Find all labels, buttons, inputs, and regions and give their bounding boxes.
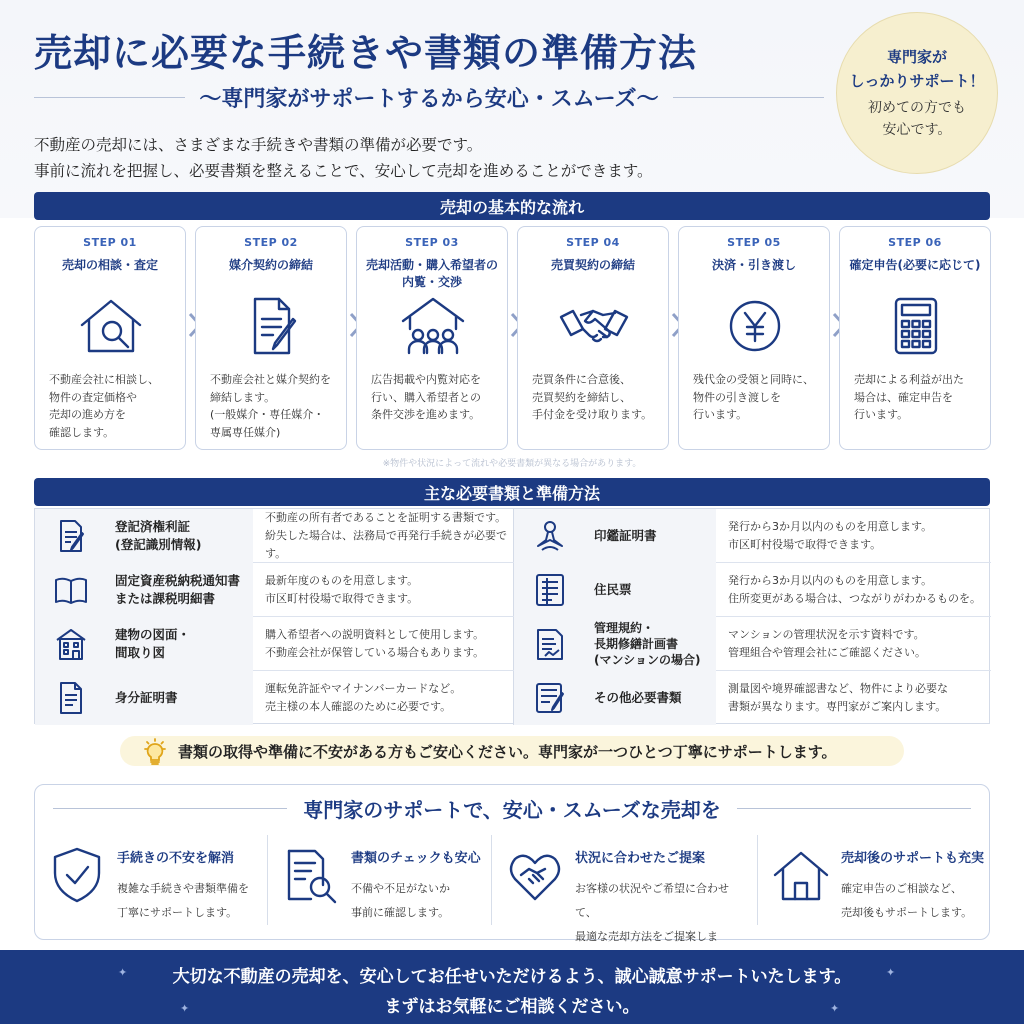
support-panel [34, 784, 990, 943]
document-name: 住民票 [586, 563, 716, 617]
step-description: 広告掲載や内覧対応を 行い、購入希望者との 条件交渉を進めます。 [371, 373, 481, 421]
step-description: 不動産会社に相談し、 物件の査定価格や 売却の進め方を 確認します。 [49, 373, 159, 439]
table-row [35, 563, 991, 617]
step-number: STEP 01 [83, 236, 137, 249]
step-description: 売却による利益が出た 場合は、確定申告を 行います。 [854, 373, 964, 421]
step-title: 媒介契約の締結 [228, 258, 313, 272]
footer-line1: 大切な不動産の売却を、安心してお任せいただけるよう、誠心誠意サポートいたします。 [172, 967, 852, 987]
document-name: 建物の図面・ 間取り図 [107, 617, 253, 671]
flow-heading: 売却の基本的な流れ [34, 192, 990, 220]
table-row [35, 671, 991, 725]
seal-stamp-icon [514, 509, 586, 563]
open-book-icon [35, 563, 107, 617]
table-row [35, 509, 991, 563]
step-number: STEP 02 [244, 236, 298, 249]
lightbulb-icon [142, 738, 168, 766]
management-doc-icon [514, 617, 586, 671]
badge-line3: 初めての方でも [868, 100, 966, 116]
step-card [34, 226, 186, 450]
resident-card-icon [514, 563, 586, 617]
id-document-icon [35, 671, 107, 725]
divider [491, 835, 492, 925]
step-number: STEP 03 [405, 236, 459, 249]
step-description: 不動産会社と媒介契約を 締結します。 (一般媒介・専任媒介・ 専属専任媒介) [210, 373, 331, 439]
step-number: STEP 06 [888, 236, 942, 249]
footer-banner [0, 950, 1024, 1024]
intro-line1: 不動産の売却には、さまざまな手続きや書類の準備が必要です。 [34, 136, 483, 154]
divider [673, 97, 824, 98]
intro-text [34, 132, 814, 184]
calculator-icon [881, 295, 951, 357]
support-heading: 専門家のサポートで、安心・スムーズな売却を [303, 797, 721, 822]
step-card [517, 226, 669, 450]
document-name: 登記済権利証 (登記識別情報) [107, 509, 253, 563]
step-number: STEP 04 [566, 236, 620, 249]
building-icon [35, 617, 107, 671]
documents-heading: 主な必要書類と準備方法 [34, 478, 990, 506]
document-description: 発行から3か月以内のものを用意します。 住所変更がある場合は、つながりがわかるものを。 [728, 574, 981, 605]
flow-steps [34, 226, 990, 452]
house-people-icon [398, 295, 468, 357]
tip-banner [120, 736, 904, 766]
page-subtitle: 〜専門家がサポートするから安心・スムーズ〜 [199, 86, 659, 112]
document-description: 最新年度のものを用意します。 市区町村役場で取得できます。 [265, 574, 419, 605]
document-description: 測量図や境界確認書など、物件により必要な 書類が異なります。専門家がご案内します。 [728, 682, 948, 713]
document-pen-icon [35, 509, 107, 563]
tip-text: 書類の取得や準備に不安がある方もご安心ください。専門家が一つひとつ丁寧にサポートします。 [178, 742, 837, 761]
feature-description: 複雑な手続きや書類準備を 丁寧にサポートします。 [117, 882, 249, 919]
sparkle-icon: ✦ [886, 966, 896, 979]
feature-title: 売却後のサポートも充実 [841, 851, 985, 866]
heart-handshake-icon [507, 845, 563, 905]
support-title-row [53, 793, 971, 823]
feature-description: 確定申告のご相談など、 売却後もサポートします。 [841, 882, 973, 919]
step-title: 売買契約の締結 [550, 258, 635, 272]
document-description: 運転免許証やマイナンバーカードなど。 売主様の本人確認のために必要です。 [265, 682, 462, 713]
support-feature [273, 837, 505, 929]
feature-title: 状況に合わせたご提案 [575, 851, 706, 866]
sparkle-icon: ✦ [180, 1002, 190, 1015]
step-title: 売却活動・購入希望者の 内覧・交渉 [365, 258, 498, 289]
sparkle-icon: ✦ [118, 966, 128, 979]
documents-table [34, 508, 990, 724]
document-description: 購入希望者への説明資料として使用します。 不動産会社が保管している場合もあります。 [265, 628, 485, 659]
divider [757, 835, 758, 925]
feature-description: 不備や不足がないか 事前に確認します。 [351, 882, 450, 919]
divider [267, 835, 268, 925]
yen-coin-icon [720, 295, 790, 357]
divider [737, 808, 971, 809]
contract-pen-icon [237, 295, 307, 357]
support-feature [39, 837, 271, 929]
intro-line2: 事前に流れを把握し、必要書類を整えることで、安心して売却を進めることができます。 [34, 162, 653, 180]
document-magnifier-icon [283, 845, 339, 905]
house-outline-icon [773, 845, 829, 905]
document-name: 固定資産税納税通知書 または課税明細書 [107, 563, 253, 617]
badge-line4: 安心です。 [882, 122, 952, 138]
document-description: 発行から3か月以内のものを用意します。 市区町村役場で取得できます。 [728, 520, 933, 551]
step-title: 確定申告(必要に応じて) [849, 258, 981, 272]
document-name: 管理規約・ 長期修繕計画書 (マンションの場合) [586, 617, 716, 671]
page-title: 売却に必要な手続きや書類の準備方法 [34, 31, 698, 75]
flow-note: ※物件や状況によって流れや必要書類が異なる場合があります。 [382, 459, 642, 469]
support-feature [497, 837, 729, 943]
feature-title: 手続きの不安を解消 [117, 851, 235, 866]
feature-description: お客様の状況やご希望に合わせて、 最適な売却方法をご提案しま [575, 882, 729, 943]
handshake-icon [559, 295, 629, 357]
shield-check-icon [49, 845, 105, 905]
step-card [678, 226, 830, 450]
house-search-icon [76, 295, 146, 357]
divider [34, 97, 185, 98]
subtitle-row [34, 82, 824, 112]
other-docs-icon [514, 671, 586, 725]
table-row [35, 617, 991, 671]
step-card [839, 226, 991, 450]
step-title: 売却の相談・査定 [61, 258, 158, 272]
step-title: 決済・引き渡し [711, 258, 796, 272]
badge-line1: 専門家が [886, 48, 947, 66]
step-description: 残代金の受領と同時に、 物件の引き渡しを 行います。 [693, 373, 814, 421]
sparkle-icon: ✦ [830, 1002, 840, 1015]
step-card [195, 226, 347, 450]
document-description: 不動産の所有者であることを証明する書類です。 紛失した場合は、法務局で再発行手続きが必要です。 [265, 511, 507, 560]
expert-badge [836, 12, 998, 174]
step-number: STEP 05 [727, 236, 781, 249]
support-feature [763, 837, 995, 929]
badge-line2: しっかりサポート！ [849, 72, 985, 90]
document-name: 身分証明書 [107, 671, 253, 725]
step-description: 売買条件に合意後、 売買契約を締結し、 手付金を受け取ります。 [532, 373, 653, 421]
document-name: その他必要書類 [586, 671, 716, 725]
feature-title: 書類のチェックも安心 [351, 851, 481, 866]
document-description: マンションの管理状況を示す資料です。 管理組合や管理会社にご確認ください。 [728, 628, 926, 659]
footer-line2: まずはお気軽にご相談ください。 [384, 997, 640, 1017]
divider [53, 808, 287, 809]
step-card [356, 226, 508, 450]
document-name: 印鑑証明書 [586, 509, 716, 563]
